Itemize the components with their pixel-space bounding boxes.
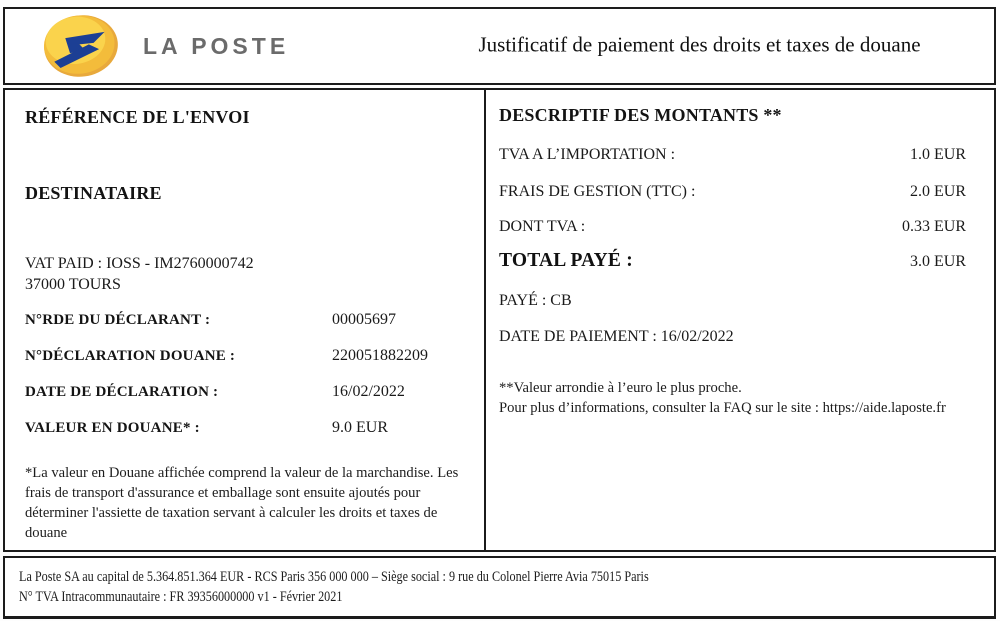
section-destinataire: DESTINATAIRE [25, 183, 162, 203]
laposte-logo [41, 13, 289, 79]
vat-paid-block [25, 253, 254, 295]
amounts-footnote-line1: **Valeur arrondie à l’euro le plus proche. [499, 380, 742, 396]
amounts-footnote [499, 378, 979, 418]
management-fees-label: FRAIS DE GESTION (TTC) : [499, 183, 696, 200]
payment-date-line: DATE DE PAIEMENT : 16/02/2022 [499, 328, 734, 345]
import-vat-value: 1.0 EUR [910, 146, 966, 163]
total-paid-value: 3.0 EUR [910, 253, 966, 270]
header [3, 7, 996, 85]
brand-name: LA POSTE [143, 32, 290, 59]
section-reference-envoi: RÉFÉRENCE DE L'ENVOI [25, 107, 250, 127]
legal-line2: N° TVA Intracommunautaire : FR 39356000000 v1 - Février 2021 [19, 589, 343, 605]
import-vat-row [499, 146, 966, 164]
management-fees-row [499, 183, 966, 201]
customs-value-value: 9.0 EUR [332, 419, 388, 436]
vat-paid-line: VAT PAID : IOSS - IM2760000742 [25, 255, 254, 272]
import-vat-label: TVA A L’IMPORTATION : [499, 146, 676, 163]
customs-value-label: VALEUR EN DOUANE* : [25, 420, 200, 436]
laposte-bird-icon [41, 13, 121, 79]
legal-line1: La Poste SA au capital de 5.364.851.364 EUR - RCS Paris 356 000 000 – Siège social : 9 rue du Colonel Pierre Avia 75015 Paris [19, 569, 649, 585]
section-descriptif-montants: DESCRIPTIF DES MONTANTS ** [499, 105, 782, 125]
customs-declaration-number-value: 220051882209 [332, 347, 428, 364]
destinataire-city-line: 37000 TOURS [25, 276, 121, 293]
paid-method-line: PAYÉ : CB [499, 292, 572, 309]
included-vat-row [499, 218, 966, 236]
included-vat-label: DONT TVA : [499, 218, 586, 235]
document-title: Justificatif de paiement des droits et taxes de douane [478, 32, 921, 57]
declaration-date-value: 16/02/2022 [332, 383, 405, 400]
total-paid-row [499, 250, 966, 272]
declarant-number-label: N°RDE DU DÉCLARANT : [25, 312, 211, 328]
included-vat-value: 0.33 EUR [902, 218, 966, 235]
amounts-footnote-line2: Pour plus d’informations, consulter la FAQ sur le site : https://aide.laposte.fr [499, 400, 946, 416]
management-fees-value: 2.0 EUR [910, 183, 966, 200]
main-content [3, 88, 996, 552]
declaration-date-label: DATE DE DÉCLARATION : [25, 384, 219, 400]
declarant-number-value: 00005697 [332, 311, 396, 328]
customs-value-footnote: *La valeur en Douane affichée comprend la valeur de la marchandise. Les frais de transport d'assurance et emballage sont ensuite ajoutés pour déterminer l'assiette de taxation servant à calculer les droits et taxes de douane [25, 465, 459, 541]
legal-text [19, 567, 649, 607]
total-paid-label: TOTAL PAYÉ : [499, 250, 633, 271]
customs-declaration-number-label: N°DÉCLARATION DOUANE : [25, 348, 236, 364]
footer [3, 556, 996, 619]
column-divider [484, 90, 486, 550]
